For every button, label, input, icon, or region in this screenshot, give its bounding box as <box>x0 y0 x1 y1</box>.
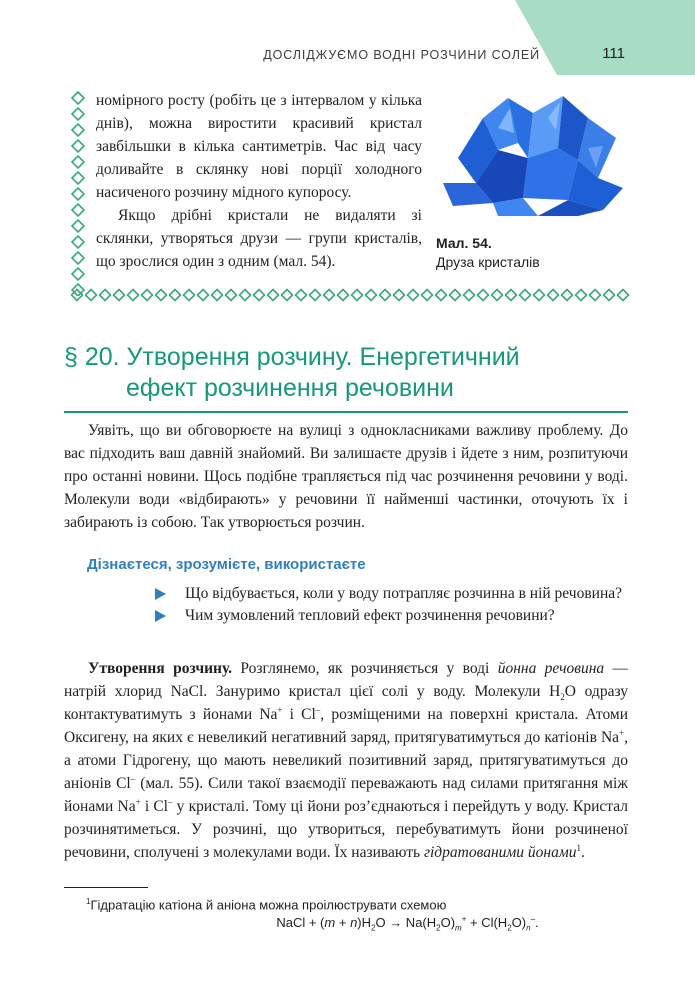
header-corner-accent <box>515 0 695 75</box>
boxed-text <box>96 89 422 273</box>
formula-subscript: 2 <box>371 923 376 933</box>
objectives-heading: Дізнаєтеся, зрозумієте, використаєте <box>87 556 366 573</box>
footnote-mark: 1 <box>576 842 582 853</box>
text-run: , розміщеними на поверхні кристала. Атоми Оксигену, на яких є невеликий негативний заряд, притягуватимуться до катіонів Na <box>64 706 628 746</box>
figure-label: Мал. 54. <box>436 235 492 251</box>
text-run: і Cl <box>282 706 316 723</box>
crystal-druse-image <box>438 88 628 218</box>
text-run: (мал. 55). Сили такої взаємодії переважають над силами притягання між йонами Na <box>64 775 629 815</box>
term-ionic-substance: йонна речовина <box>497 660 605 677</box>
formula-part: NaCl + ( <box>276 915 325 930</box>
section-heading-line2: ефект розчинення речовини <box>126 374 454 402</box>
text-run: . <box>581 844 585 861</box>
hydration-formula <box>0 914 695 933</box>
formula-subscript: 2 <box>507 923 512 933</box>
boxed-paragraph-2: Якщо дрібні кристали не видаляти зі склянки, утворяться друзи — групи кристалів, що зрослися один з одним (мал. 54). <box>96 207 422 270</box>
formula-charge-plus: + <box>461 914 467 924</box>
section-heading <box>64 342 624 404</box>
crystal-shapes <box>443 96 623 216</box>
section-heading-line1: § 20. Утворення розчину. Енергетичний <box>64 343 520 371</box>
formula-sub-m: m <box>455 923 462 933</box>
formula-part: O → Na(H <box>375 915 437 930</box>
objectives-list <box>155 583 630 627</box>
formula-part: O) <box>440 915 456 930</box>
charge-plus: + <box>135 796 141 807</box>
heading-rule <box>64 411 628 413</box>
objective-item <box>155 605 630 627</box>
text-run: O одразу контактуватимуть з йонами Na <box>64 683 628 723</box>
formula-part: O) <box>511 915 527 930</box>
term-hydrated-ions: гідратованими йонами <box>423 844 577 861</box>
formula-var-m: m <box>324 915 336 930</box>
main-paragraph <box>64 657 628 864</box>
formula-part: + <box>335 915 351 930</box>
triangle-bullet-icon <box>155 588 166 600</box>
charge-plus: + <box>277 704 283 715</box>
box-border-bottom <box>70 288 630 302</box>
box-border-left <box>70 90 86 296</box>
text-run: , а атоми Гідрогену, що мають невеликий позитивний заряд, притягуватимуться до аніонів Cl <box>64 729 628 792</box>
page-number: 111 <box>602 45 625 62</box>
subscript: 2 <box>560 692 565 703</box>
formula-part: + Cl(H <box>466 915 508 930</box>
charge-minus: – <box>130 773 136 784</box>
triangle-bullet-icon <box>155 610 166 622</box>
intro-paragraph: Уявіть, що ви обговорюєте на вулиці з однокласниками важливу проблему. До вас підходить ваш давній знайомий. Ви залишаєте друзів і йдете з ним, розпитуючи про останні новини. Щось подібне трапляється під час розчинення речовини у воді. Молекули води «відбирають» у речовини її найменші частинки, оточують їх і забирають із собою. Так утворюється розчин. <box>64 422 628 531</box>
footnote-number: 1 <box>86 897 91 906</box>
footnote <box>86 893 446 914</box>
formula-sub-n: n <box>526 923 531 933</box>
formula-part: )H <box>357 915 372 930</box>
footnote-rule <box>64 887 148 888</box>
formula-charge-minus: – <box>530 914 536 924</box>
formula-subscript: 2 <box>436 923 441 933</box>
text-run: — натрій хлорид NaCl. Зануримо кристал цієї солі у воду. Молекули H <box>64 660 629 700</box>
charge-minus: – <box>315 704 321 715</box>
formula-part: . <box>535 915 539 930</box>
figure-caption-text: Друза кристалів <box>436 254 540 270</box>
charge-plus: + <box>619 727 625 738</box>
formula-var-n: n <box>350 915 358 930</box>
objective-text: Що відбувається, коли у воду потрапляє розчинна в ній речовина? <box>185 585 622 602</box>
boxed-paragraph-1: номірного росту (робіть це з інтервалом у кілька днів), можна виростити красивий кристал завбільшки в кілька сантиметрів. Час від часу доливайте в склянку нові порції холодного насиченого розчину мідного купоросу. <box>96 92 422 201</box>
text-run: і Cl <box>140 798 168 815</box>
objective-text: Чим зумовлений тепловий ефект розчинення речовини? <box>185 607 555 624</box>
charge-minus: – <box>168 796 173 807</box>
text-run: у кристалі. Тому ці йони роз’єднаються і перейдуть у воду. Кристал розчинятиметься. У розчині, що утвориться, перебуватимуть йони розчиненої речовини, сполучені з молекулами води. Їх називають <box>64 798 629 861</box>
text-run: Розглянемо, як розчиняється у воді <box>232 660 498 677</box>
paragraph-lead: Утворення розчину. <box>88 660 233 677</box>
figure-caption <box>436 234 540 272</box>
footnote-text: Гідратацію катіона й аніона можна проілюструвати схемою <box>90 897 447 913</box>
objective-item <box>155 583 630 605</box>
running-title: ДОСЛІДЖУЄМО ВОДНІ РОЗЧИНИ СОЛЕЙ <box>263 48 540 62</box>
